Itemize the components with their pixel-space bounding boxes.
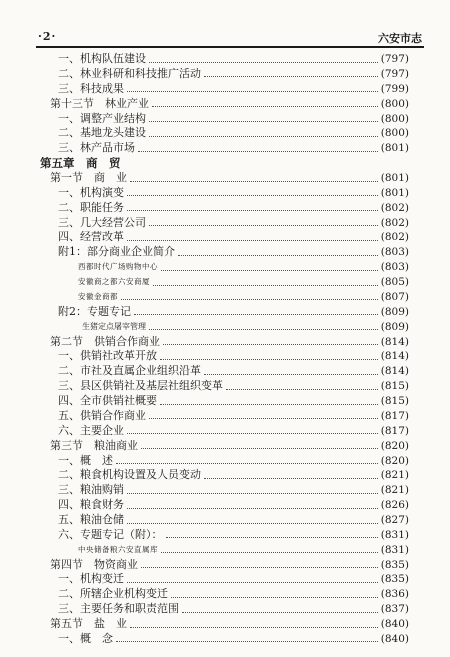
toc-entry-title: 二、职能任务 [58, 200, 124, 214]
toc-entry-title: 三、县区供销社及基层社组织变革 [58, 379, 223, 393]
dot-leader [149, 136, 378, 137]
dot-leader [171, 597, 378, 598]
dot-leader [127, 210, 378, 211]
toc-entry-title: 四、粮食财务 [58, 498, 124, 512]
toc-entry [0, 498, 450, 512]
toc-page-number: (801) [380, 186, 409, 199]
toc-entry [0, 112, 450, 126]
dot-leader [153, 285, 378, 286]
toc-entry-title: 三、主要任务和职责范围 [58, 602, 179, 616]
toc-entry-title: 四、全市供销社概要 [58, 394, 157, 407]
dot-leader [182, 612, 378, 613]
dot-leader [163, 344, 378, 345]
toc-entry [0, 439, 450, 453]
toc-entry-title: 二、市社及直属企业组织沿革 [58, 364, 201, 378]
toc-entry-title: 四、经营改革 [58, 230, 124, 244]
toc-entry [0, 572, 450, 586]
dot-leader [178, 255, 378, 256]
toc-page-number: (831) [380, 528, 409, 541]
dot-leader [127, 508, 378, 509]
toc-entry [0, 186, 450, 200]
toc-page-number: (801) [380, 142, 409, 155]
toc-entry [0, 543, 450, 557]
dot-leader [149, 62, 378, 63]
dot-leader [161, 552, 378, 553]
toc-entry [0, 468, 450, 482]
toc-entry-title: 中央储备粮六安直属库 [78, 544, 158, 554]
toc-page-number: (836) [380, 588, 409, 601]
dot-leader [204, 76, 378, 77]
toc-page-number: (809) [380, 305, 409, 318]
toc-entry [0, 305, 450, 319]
toc-entry [0, 141, 450, 155]
toc-entry-title: 生猪定点屠宰管理 [82, 321, 146, 331]
toc-entry-title: 附2：专题专记 [58, 304, 131, 318]
toc-entry-title: 一、调整产业结构 [58, 111, 146, 125]
toc-entry-title: 三、几大经营公司 [58, 215, 146, 229]
toc-entry-title: 二、所辖企业机构变迁 [58, 587, 168, 601]
toc-entry [0, 275, 450, 289]
toc-entry [0, 513, 450, 527]
toc-entry-title: 五、粮油仓储 [58, 513, 124, 526]
toc-entry-title: 三、粮油购销 [58, 483, 124, 497]
toc-entry [0, 394, 450, 408]
toc-page-number: (797) [380, 67, 409, 80]
toc-page-number: (831) [380, 543, 409, 556]
toc-entry-title: 二、粮食机构设置及人员变动 [58, 468, 201, 482]
toc-entry-title: 附1：部分商业企业简介 [58, 245, 175, 259]
toc-entry [0, 171, 450, 185]
toc-page-number: (840) [380, 632, 409, 645]
toc-page-number: (800) [380, 97, 409, 110]
page-number: ·2· [38, 30, 57, 43]
toc-page-number: (800) [380, 112, 409, 125]
toc-entry-title: 一、概 念 [58, 631, 113, 645]
dot-leader [160, 404, 378, 405]
toc-entry-title: 第一节 商 业 [50, 171, 127, 184]
toc-entry [0, 52, 450, 66]
toc-entry-title: 二、基地龙头建设 [58, 126, 146, 140]
toc-page-number: (837) [380, 603, 409, 616]
dot-leader [127, 91, 378, 92]
toc-entry-title: 安徽商之都六安商厦 [78, 277, 150, 286]
toc-entry [0, 617, 450, 631]
toc-page-number: (815) [380, 395, 409, 407]
book-title: 六安市志 [378, 32, 422, 45]
toc-page-number: (817) [380, 409, 409, 422]
toc-page-number: (802) [380, 216, 409, 229]
toc-entry [0, 558, 450, 572]
toc-page-number: (840) [380, 618, 409, 631]
toc-entry-title: 一、机构演变 [58, 185, 124, 199]
toc-entry-title: 六、专题专记（附）： [58, 527, 163, 541]
toc-page-number: (803) [380, 246, 409, 259]
page-header [38, 30, 422, 46]
toc-page-number: (815) [380, 380, 409, 393]
toc-page-number: (835) [380, 558, 409, 571]
toc-entry [0, 349, 450, 363]
toc-entry-title: 一、机构队伍建设 [58, 52, 146, 65]
dot-leader [134, 314, 378, 315]
dot-leader [138, 151, 378, 152]
toc-entry-title: 六、主要企业 [58, 423, 124, 437]
dot-leader [127, 493, 378, 494]
toc-page-number: (814) [380, 350, 409, 363]
toc-entry [0, 67, 450, 81]
dot-leader [127, 582, 378, 583]
header-rule [36, 46, 424, 48]
toc-entry-title: 三、林产品市场 [58, 141, 135, 155]
toc-entry-title: 一、机构变迁 [58, 572, 124, 586]
toc-entry [0, 528, 450, 542]
toc-page-number: (802) [380, 201, 409, 214]
dot-leader [141, 567, 378, 568]
dot-leader [127, 195, 378, 196]
toc-entry-title: 第二节 供销合作商业 [50, 334, 160, 348]
toc-page-number: (799) [380, 82, 409, 95]
toc-page-number: (820) [380, 454, 409, 467]
dot-leader [116, 641, 378, 642]
dot-leader [130, 181, 378, 182]
dot-leader [149, 418, 378, 419]
dot-leader [141, 448, 378, 449]
toc-entry [0, 454, 450, 468]
dot-leader [161, 270, 378, 271]
toc-page-number: (821) [380, 469, 409, 482]
toc-entry-title: 五、供销合作商业 [58, 408, 146, 422]
toc-entry-title: 第三节 粮油商业 [50, 438, 138, 452]
toc-entry [0, 82, 450, 96]
toc-entry-title: 安徽金商都 [78, 291, 118, 301]
toc-entry [0, 335, 450, 349]
dot-leader [204, 374, 378, 375]
toc-entry-title: 一、供销社改革开放 [58, 349, 157, 363]
toc-page-number: (803) [380, 261, 409, 274]
toc-entry [0, 632, 450, 646]
toc-entry [0, 290, 450, 304]
dot-leader [152, 106, 378, 107]
toc-page-number: (800) [380, 127, 409, 140]
toc-entry [0, 156, 450, 170]
toc-entry-title: 第五节 盐 业 [50, 617, 127, 631]
toc-entry [0, 424, 450, 438]
toc-entry [0, 364, 450, 378]
toc-entry [0, 97, 450, 111]
toc-entry-title: 一、概 述 [58, 453, 113, 467]
dot-leader [127, 523, 378, 524]
toc-entry-title: 第十三节 林业产业 [50, 96, 149, 110]
toc-page-number: (797) [380, 53, 409, 65]
toc-page-number: (814) [380, 365, 409, 378]
toc-page-number: (821) [380, 484, 409, 497]
toc-page-number: (835) [380, 573, 409, 586]
toc-entry-title: 第五章 商 贸 [40, 156, 121, 171]
toc-entry [0, 320, 450, 334]
toc-page-number: (802) [380, 231, 409, 244]
toc-page-number: (817) [380, 424, 409, 437]
dot-leader [127, 433, 378, 434]
toc-page-number: (814) [380, 335, 409, 348]
toc-entry [0, 602, 450, 616]
toc-entry [0, 245, 450, 259]
toc-page-number: (807) [380, 290, 409, 303]
dot-leader [127, 240, 378, 241]
toc-entry [0, 409, 450, 423]
toc-entry-title: 二、林业科研和科技推广活动 [58, 66, 201, 80]
toc-entry [0, 126, 450, 140]
toc-page-number: (820) [380, 439, 409, 452]
toc-entry [0, 587, 450, 601]
dot-leader [166, 537, 378, 538]
dot-leader [116, 463, 378, 464]
toc-entry [0, 260, 450, 274]
toc-entry [0, 379, 450, 393]
dot-leader [149, 329, 378, 330]
toc-page-number: (805) [380, 276, 409, 288]
dot-leader [204, 478, 378, 479]
dot-leader [149, 225, 378, 226]
toc-page-number: (826) [380, 499, 409, 512]
toc-entry [0, 230, 450, 244]
toc-entry-title: 三、科技成果 [58, 81, 124, 95]
dot-leader [160, 359, 378, 360]
toc-entry-title: 西都时代广场购物中心 [78, 262, 158, 272]
toc-page-number: (801) [380, 172, 409, 184]
dot-leader [149, 121, 378, 122]
dot-leader [130, 627, 378, 628]
toc-page-number: (809) [380, 320, 409, 333]
toc-entry-title: 第四节 物资商业 [50, 557, 138, 571]
toc-page-number: (827) [380, 514, 409, 526]
toc-entry [0, 483, 450, 497]
toc-entry [0, 201, 450, 215]
dot-leader [121, 299, 378, 300]
dot-leader [226, 389, 378, 390]
toc-entry [0, 216, 450, 230]
